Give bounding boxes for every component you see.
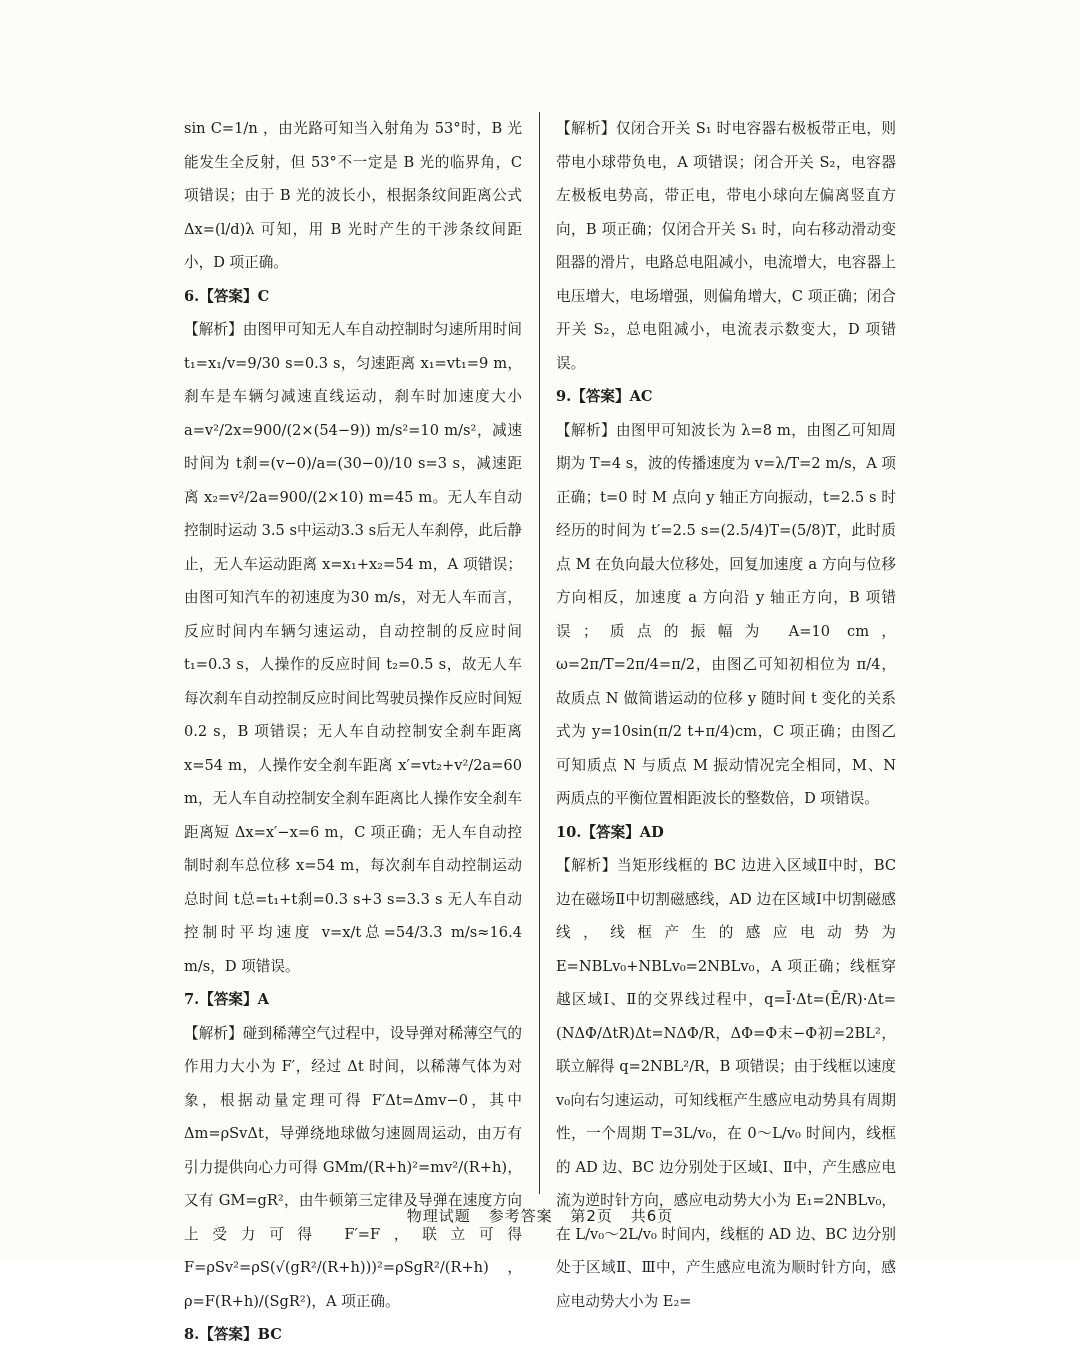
analysis-9: 【解析】由图甲可知波长为 λ=8 m，由图乙可知周期为 T=4 s，波的传播速度为 v=λ/T=2 m/s，A 项正确；t=0 时 M 点向 y 轴正方向振动，t=2.5 s 时经历的时间为 t′=2.5 s=(2.5/4)T=(5/8)T，此时质点 M 在负向最大位移处，回复加速度 a 方向与位移方向相反，加速度 a 方向沿 y 轴正方向，B 项错误；质点的振幅为 A=10 cm，ω=2π/T=2π/4=π/2，由图乙可知初相位为 π/4，故质点 N 做简谐运动的位移 y 随时间 t 变化的关系式为 y=10sin(π/2 t+π/4)cm，C 项正确；由图乙可知质点 N 与质点 M 振动情况完全相同，M、N 两质点的平衡位置相距波长的整数倍，D 项错误。 xyxy=(556,421,896,807)
answer-8: 8.【答案】BC xyxy=(184,1326,282,1343)
column-divider xyxy=(539,112,540,1194)
right-column xyxy=(556,112,896,1318)
left-column xyxy=(184,112,522,1352)
answer-10: 10.【答案】AD xyxy=(556,823,664,841)
footer-subject: 物理试题 xyxy=(406,1207,471,1225)
analysis-10: 【解析】当矩形线框的 BC 边进入区域Ⅱ中时，BC 边在磁场Ⅱ中切割磁感线，AD 边在区域Ⅰ中切割磁感线，线框产生的感应电动势为 E=NBLv₀+NBLv₀=2NBLv₀，A 项正确；线框穿越区域Ⅰ、Ⅱ的交界线过程中，q=Ī·Δt=(Ē/R)·Δt=(NΔΦ/ΔtR)Δt=NΔΦ/R，ΔΦ=Φ末−Φ初=2BL²，联立解得 q=2NBL²/R，B 项错误；由于线框以速度 v₀向右匀速运动，可知线框产生感应电动势具有周期性，一个周期 T=3L/v₀，在 0～L/v₀ 时间内，线框的 AD 边、BC 边分别处于区域Ⅰ、Ⅱ中，产生感应电流为逆时针方向，感应电动势大小为 E₁=2NBLv₀，在 L/v₀～2L/v₀ 时间内，线框的 AD 边、BC 边分别处于区域Ⅱ、Ⅲ中，产生感应电流为顺时针方向，感应电动势大小为 E₂= xyxy=(556,857,896,1310)
answer-9: 9.【答案】AC xyxy=(556,388,653,405)
answer-6: 6.【答案】C xyxy=(184,287,270,305)
analysis-8: 【解析】仅闭合开关 S₁ 时电容器右极板带正电，则带电小球带负电，A 项错误；闭合开关 S₂，电容器左极板电势高，带正电，带电小球向左偏离竖直方向，B 项正确；仅闭合开关 S₁ 时，向右移动滑动变阻器的滑片，电路总电阻减小，电流增大，电容器上电压增大，电场增强，则偏角增大，C 项正确；闭合开关 S₂，总电阻减小，电流表示数变大，D 项错误。 xyxy=(556,120,896,372)
paragraph-sinc: sin C=1/n ，由光路可知当入射角为 53°时，B 光能发生全反射，但 53°不一定是 B 光的临界角，C 项错误；由于 B 光的波长小，根据条纹间距离公式 Δx=(l/d)λ 可知，用 B 光时产生的干涉条纹间距小，D 项正确。 xyxy=(184,120,522,271)
answer-7: 7.【答案】A xyxy=(184,991,269,1008)
footer-total: 共6页 xyxy=(630,1207,674,1225)
page-footer xyxy=(0,1205,1080,1226)
analysis-7: 【解析】碰到稀薄空气过程中，设导弹对稀薄空气的作用力大小为 F′，经过 Δt 时间，以稀薄气体为对象，根据动量定理可得 F′Δt=Δmv−0，其中 Δm=ρSvΔt，导弹绕地球做匀速圆周运动，由万有引力提供向心力可得 GMm/(R+h)²=mv²/(R+h)，又有 GM=gR²，由牛顿第三定律及导弹在速度方向上受力可得 F′=F，联立可得 F=ρSv²=ρS(√(gR²/(R+h)))²=ρSgR²/(R+h)，ρ=F(R+h)/(SgR²)，A 项正确。 xyxy=(184,1024,522,1310)
footer-type: 参考答案 xyxy=(488,1207,553,1225)
analysis-6: 【解析】由图甲可知无人车自动控制时匀速所用时间 t₁=x₁/v=9/30 s=0.3 s，匀速距离 x₁=vt₁=9 m，刹车是车辆匀减速直线运动，刹车时加速度大小 a=v²/2x=900/(2×(54−9)) m/s²=10 m/s²，减速时间为 t刹=(v−0)/a=(30−0)/10 s=3 s，减速距离 x₂=v²/2a=900/(2×10) m=45 m。无人车自动控制时运动 3.5 s中运动3.3 s后无人车刹停，此后静止，无人车运动距离 x=x₁+x₂=54 m，A 项错误；由图可知汽车的初速度为30 m/s，对无人车而言，反应时间内车辆匀速运动，自动控制的反应时间 t₁=0.3 s，人操作的反应时间 t₂=0.5 s，故无人车每次刹车自动控制反应时间比驾驶员操作反应时间短 0.2 s，B 项错误；无人车自动控制安全刹车距离 x=54 m，人操作安全刹车距离 x′=vt₂+v²/2a=60 m，无人车自动控制安全刹车距离比人操作安全刹车距离短 Δx=x′−x=6 m，C 项正确；无人车自动控制时刹车总位移 x=54 m，每次刹车自动控制运动总时间 t总=t₁+t刹=0.3 s+3 s=3.3 s 无人车自动控制时平均速度 v=x/t总=54/3.3 m/s≈16.4 m/s，D 项错误。 xyxy=(184,321,523,975)
footer-page: 第2页 xyxy=(570,1207,613,1225)
